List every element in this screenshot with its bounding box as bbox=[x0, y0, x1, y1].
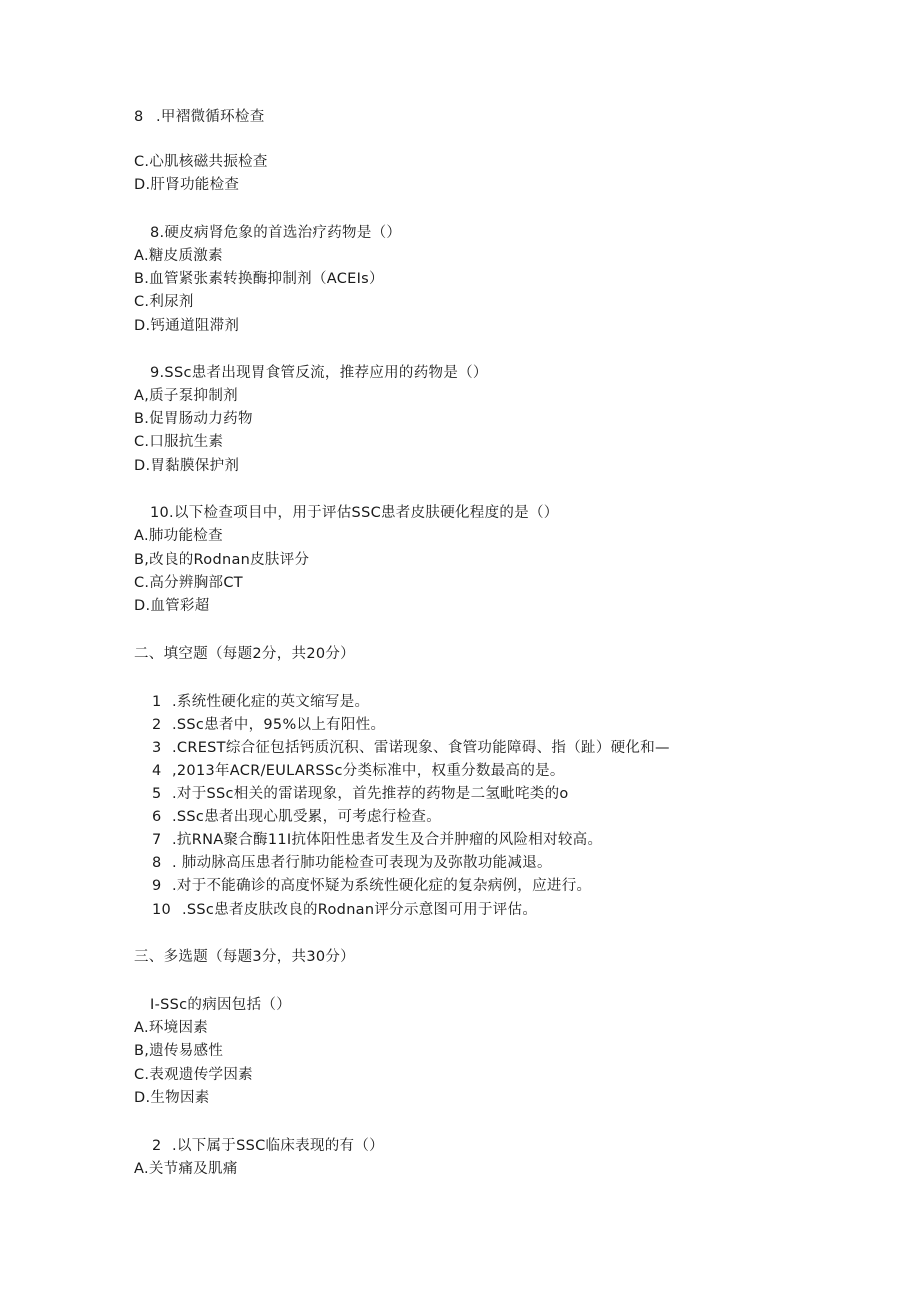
blank-item bbox=[152, 718, 385, 733]
item-number: 1 bbox=[152, 694, 162, 710]
option-line: A.关节痛及肌痛 bbox=[134, 1161, 238, 1177]
item-text: .SSc患者皮肤改良的Rodnan评分示意图可用于评估。 bbox=[182, 902, 538, 918]
item-text: .SSc患者出现心肌受累，可考虑行检查。 bbox=[172, 809, 441, 825]
option-line bbox=[134, 110, 265, 125]
question-stem: I-SSc的病因包括（） bbox=[150, 997, 291, 1013]
option-line: A.糖皮质激素 bbox=[134, 248, 223, 264]
blank-item bbox=[152, 810, 441, 825]
item-number: 7 bbox=[152, 832, 162, 848]
item-number: 9 bbox=[152, 878, 162, 894]
item-number: 6 bbox=[152, 809, 162, 825]
item-number: 4 bbox=[152, 763, 162, 779]
option-line: B.促胃肠动力药物 bbox=[134, 411, 253, 427]
option-line: A.环境因素 bbox=[134, 1020, 209, 1036]
option-line: D.胃黏膜保护剂 bbox=[134, 458, 240, 474]
item-number: 10 bbox=[152, 902, 172, 918]
item-text: . 肺动脉高压患者行肺功能检查可表现为及弥散功能减退。 bbox=[172, 855, 552, 871]
option-line: B,改良的Rodnan皮肤评分 bbox=[134, 552, 310, 568]
option-line: B.血管紧张素转换酶抑制剂（ACEIs） bbox=[134, 271, 384, 287]
blank-item bbox=[152, 879, 591, 894]
option-line: A.肺功能检查 bbox=[134, 528, 223, 544]
option-line: A,质子泵抑制剂 bbox=[134, 388, 238, 404]
option-line: D.钙通道阻滞剂 bbox=[134, 318, 240, 334]
question-stem bbox=[152, 1139, 384, 1154]
option-line: C.表观遗传学因素 bbox=[134, 1067, 253, 1083]
option-line: C.利尿剂 bbox=[134, 294, 194, 310]
blank-item bbox=[152, 741, 670, 756]
question-stem: 9.SSc患者出现胃食管反流，推荐应用的药物是（） bbox=[150, 365, 488, 381]
blank-item bbox=[152, 856, 552, 871]
option-line: C.心肌核磁共振检查 bbox=[134, 154, 268, 170]
section-heading: 三、多选题（每题3分，共30分） bbox=[134, 949, 355, 965]
blank-item bbox=[152, 695, 369, 710]
option-line: C.口服抗生素 bbox=[134, 434, 224, 450]
option-line: C.高分辨胸部CT bbox=[134, 575, 243, 591]
item-text: .以下属于SSC临床表现的有（） bbox=[172, 1138, 384, 1154]
question-stem: 10.以下检查项目中，用于评估SSC患者皮肤硬化程度的是（） bbox=[150, 505, 559, 521]
item-text: .系统性硬化症的英文缩写是。 bbox=[172, 694, 370, 710]
blank-item bbox=[152, 787, 569, 802]
item-number: 8 bbox=[134, 109, 144, 125]
section-heading: 二、填空题（每题2分，共20分） bbox=[134, 646, 355, 662]
item-text: .SSc患者中，95%以上有阳性。 bbox=[172, 717, 386, 733]
blank-item bbox=[152, 903, 537, 918]
item-number: 2 bbox=[152, 1138, 162, 1154]
blank-item bbox=[152, 833, 602, 848]
item-number: 8 bbox=[152, 855, 162, 871]
option-text: .甲褶微循环检查 bbox=[156, 109, 265, 125]
question-stem: 8.硬皮病肾危象的首选治疗药物是（） bbox=[150, 225, 402, 241]
option-line: D.血管彩超 bbox=[134, 598, 210, 614]
option-line: D.肝肾功能检查 bbox=[134, 177, 240, 193]
item-text: ,2013年ACR/EULARSSc分类标准中，权重分数最高的是。 bbox=[172, 763, 565, 779]
item-text: .对于不能确诊的高度怀疑为系统性硬化症的复杂病例，应进行。 bbox=[172, 878, 592, 894]
option-line: D.生物因素 bbox=[134, 1090, 210, 1106]
option-line: B,遗传易感性 bbox=[134, 1043, 224, 1059]
item-number: 5 bbox=[152, 786, 162, 802]
item-text: .对于SSc相关的雷诺现象，首先推荐的药物是二氢毗咤类的o bbox=[172, 786, 569, 802]
item-number: 2 bbox=[152, 717, 162, 733]
item-number: 3 bbox=[152, 740, 162, 756]
item-text: .CREST综合征包括钙质沉积、雷诺现象、食管功能障碍、指（趾）硬化和— bbox=[172, 740, 670, 756]
item-text: .抗RNA聚合酶11I抗体阳性患者发生及合并肿瘤的风险相对较高。 bbox=[172, 832, 603, 848]
blank-item bbox=[152, 764, 565, 779]
